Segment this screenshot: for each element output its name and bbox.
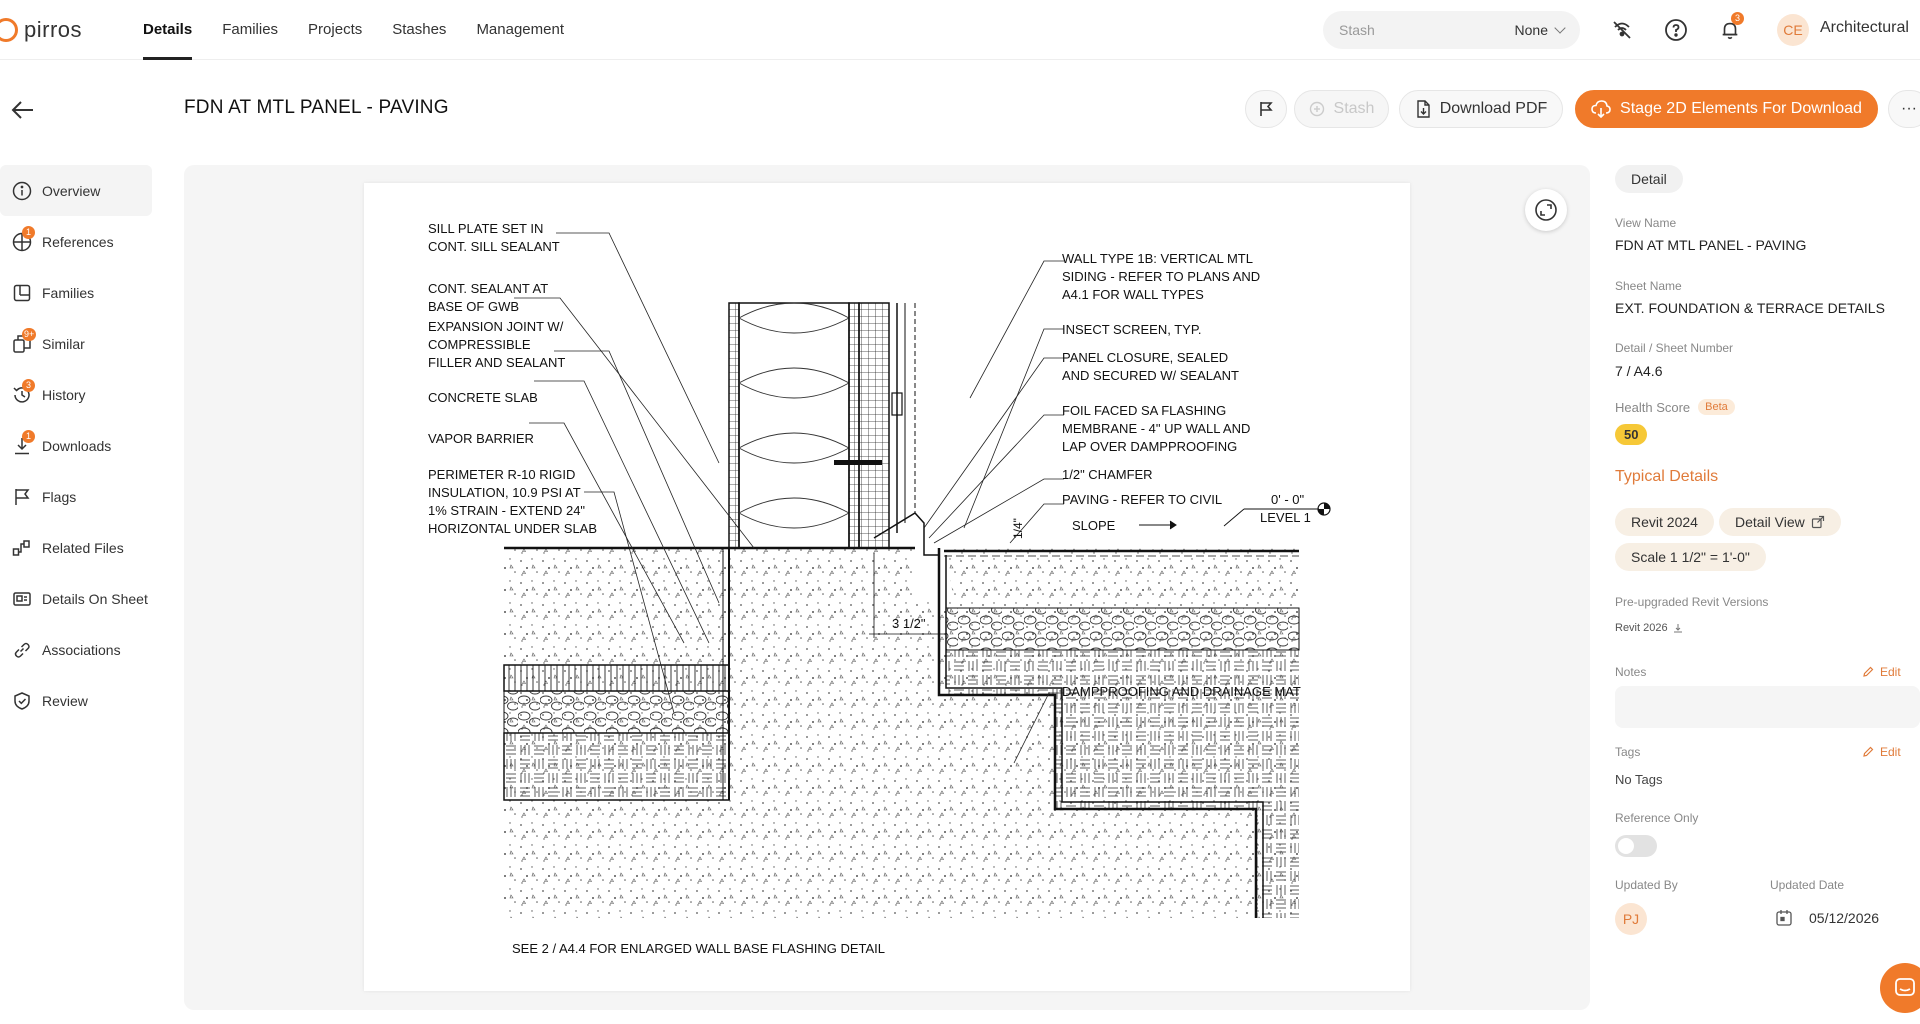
callout-flashing-3: LAP OVER DAMPPROOFING bbox=[1062, 439, 1238, 454]
stash-plus-icon bbox=[1309, 101, 1325, 117]
sidebar-item-downloads[interactable] bbox=[0, 420, 152, 471]
reference-only-label: Reference Only bbox=[1615, 811, 1699, 825]
detail-view-chip-label: Detail View bbox=[1735, 514, 1805, 530]
callout-wall-type-1: WALL TYPE 1B: VERTICAL MTL bbox=[1062, 251, 1253, 266]
top-navigation-bar bbox=[0, 0, 1920, 60]
health-score-label: Health Score bbox=[1615, 399, 1691, 415]
stash-select[interactable] bbox=[1323, 11, 1580, 49]
callout-chamfer: 1/2" CHAMFER bbox=[1062, 467, 1153, 482]
info-icon bbox=[12, 181, 32, 201]
pre-upgraded-revit-2026[interactable] bbox=[1615, 622, 1683, 634]
pre-upgraded-value: Revit 2026 bbox=[1615, 622, 1668, 634]
flag-icon bbox=[12, 487, 32, 507]
callout-paving: PAVING - REFER TO CIVIL bbox=[1062, 492, 1223, 507]
callout-flashing-1: FOIL FACED SA FLASHING bbox=[1062, 403, 1227, 418]
level-elevation: 0' - 0" bbox=[1271, 492, 1305, 507]
tags-value: No Tags bbox=[1615, 772, 1663, 787]
similar-badge: 9+ bbox=[24, 328, 35, 339]
sidebar-item-references[interactable] bbox=[0, 216, 152, 267]
pencil-icon bbox=[1862, 666, 1874, 678]
sheet-name-label: Sheet Name bbox=[1615, 279, 1682, 293]
sidebar-item-review[interactable] bbox=[0, 675, 152, 726]
sidebar-item-flags[interactable] bbox=[0, 471, 152, 522]
updated-by-label: Updated By bbox=[1615, 878, 1678, 892]
sidebar-item-label: References bbox=[42, 233, 114, 250]
main-nav bbox=[128, 0, 579, 60]
stage-2d-elements-label: Stage 2D Elements For Download bbox=[1620, 100, 1862, 117]
detail-view-chip[interactable] bbox=[1719, 508, 1841, 536]
sidebar-item-label: Details On Sheet bbox=[42, 590, 148, 607]
callout-vapor-barrier: VAPOR BARRIER bbox=[428, 431, 534, 446]
slope-label: SLOPE bbox=[1072, 518, 1116, 533]
detail-sidebar bbox=[0, 165, 152, 726]
references-badge: 1 bbox=[22, 226, 35, 239]
sidebar-item-label: Families bbox=[42, 284, 95, 301]
notes-edit-button[interactable] bbox=[1862, 665, 1901, 679]
stash-select-placeholder: Stash bbox=[1339, 22, 1375, 38]
tags-edit-label: Edit bbox=[1880, 745, 1901, 759]
detail-drawing[interactable] bbox=[364, 183, 1410, 991]
callout-sill-plate-1: SILL PLATE SET IN bbox=[428, 221, 544, 236]
callout-flashing-2: MEMBRANE - 4" UP WALL AND bbox=[1062, 421, 1251, 436]
back-arrow-icon[interactable] bbox=[10, 97, 36, 123]
pre-upgraded-label: Pre-upgraded Revit Versions bbox=[1615, 595, 1769, 609]
view-name-label: View Name bbox=[1615, 216, 1677, 230]
notes-label: Notes bbox=[1615, 665, 1647, 679]
callout-panel-closure-1: PANEL CLOSURE, SEALED bbox=[1062, 350, 1229, 365]
callout-perimeter-2: INSULATION, 10.9 PSI AT bbox=[428, 485, 581, 500]
user-role[interactable]: Architectural bbox=[1820, 19, 1909, 36]
chat-support-button[interactable] bbox=[1880, 963, 1920, 1013]
sidebar-item-label: Related Files bbox=[42, 539, 124, 556]
nav-families[interactable]: Families bbox=[222, 21, 279, 38]
sidebar-item-history[interactable] bbox=[0, 369, 152, 420]
more-options-button[interactable] bbox=[1888, 90, 1920, 128]
sidebar-item-similar[interactable] bbox=[0, 318, 152, 369]
sidebar-item-label: Downloads bbox=[42, 437, 112, 454]
notes-edit-label: Edit bbox=[1880, 665, 1901, 679]
tags-edit-button[interactable] bbox=[1862, 745, 1901, 759]
beta-badge: Beta bbox=[1698, 399, 1735, 415]
connection-off-icon[interactable] bbox=[1610, 18, 1634, 42]
sidebar-item-associations[interactable] bbox=[0, 624, 152, 675]
nav-projects[interactable]: Projects bbox=[308, 21, 363, 38]
callout-wall-type-3: A4.1 FOR WALL TYPES bbox=[1062, 287, 1204, 302]
callout-sealant-1: CONT. SEALANT AT bbox=[428, 281, 549, 296]
sidebar-item-label: History bbox=[42, 386, 86, 403]
user-avatar[interactable]: CE bbox=[1777, 14, 1809, 46]
callout-expansion-2: COMPRESSIBLE bbox=[428, 337, 531, 352]
sheet-number-value: 7 / A4.6 bbox=[1615, 363, 1663, 379]
history-icon bbox=[12, 379, 32, 405]
expand-icon bbox=[1534, 198, 1558, 222]
sidebar-item-label: Associations bbox=[42, 641, 121, 658]
quarter-inch-label: 1/4" bbox=[1011, 518, 1025, 539]
stash-button-label: Stash bbox=[1333, 100, 1375, 117]
scale-chip[interactable]: Scale 1 1/2" = 1'-0" bbox=[1615, 543, 1766, 571]
sheet-number-label: Detail / Sheet Number bbox=[1615, 341, 1734, 355]
download-small-icon bbox=[1673, 623, 1683, 633]
health-score-value: 50 bbox=[1615, 424, 1647, 445]
downloads-badge: 1 bbox=[22, 430, 35, 443]
health-score-row bbox=[1615, 399, 1735, 415]
sidebar-item-related-files[interactable] bbox=[0, 522, 152, 573]
help-icon[interactable] bbox=[1664, 18, 1688, 42]
sidebar-item-overview[interactable] bbox=[0, 165, 152, 216]
flag-icon bbox=[1257, 100, 1275, 118]
stage-2d-elements-button[interactable] bbox=[1575, 90, 1878, 128]
callout-dampproofing: DAMPPROOFING AND DRAINAGE MAT bbox=[1062, 684, 1301, 699]
updated-by-avatar[interactable]: PJ bbox=[1615, 903, 1647, 935]
sidebar-item-label: Review bbox=[42, 692, 88, 709]
page-title: FDN AT MTL PANEL - PAVING bbox=[184, 97, 449, 118]
external-link-icon bbox=[1811, 515, 1825, 529]
callout-panel-closure-2: AND SECURED W/ SEALANT bbox=[1062, 368, 1239, 383]
logo-mark-icon bbox=[0, 18, 18, 42]
download-pdf-label: Download PDF bbox=[1439, 100, 1548, 117]
history-badge: 3 bbox=[22, 379, 35, 392]
pirros-logo[interactable] bbox=[0, 15, 82, 45]
cloud-download-icon bbox=[1591, 100, 1611, 118]
stash-select-value: None bbox=[1514, 22, 1548, 38]
sidebar-item-families[interactable] bbox=[0, 267, 152, 318]
more-options-label: ··· bbox=[1901, 100, 1917, 117]
revit-version-chip[interactable]: Revit 2024 bbox=[1615, 508, 1714, 536]
nav-management[interactable]: Management bbox=[476, 21, 564, 38]
sidebar-item-details-on-sheet[interactable] bbox=[0, 573, 152, 624]
updated-date-label: Updated Date bbox=[1770, 878, 1845, 892]
calendar-icon bbox=[1775, 909, 1793, 927]
callout-perimeter-3: 1% STRAIN - EXTEND 24" bbox=[428, 503, 586, 518]
dimension-label: 3 1/2" bbox=[892, 616, 926, 631]
flag-button[interactable] bbox=[1245, 90, 1287, 128]
sidebar-item-label: Similar bbox=[42, 335, 85, 352]
notes-field[interactable] bbox=[1615, 686, 1920, 728]
download-pdf-button[interactable] bbox=[1399, 90, 1563, 128]
tab-detail[interactable]: Detail bbox=[1615, 165, 1683, 193]
related-files-icon bbox=[12, 538, 32, 558]
detail-info-panel bbox=[1615, 165, 1920, 927]
updated-date bbox=[1775, 909, 1879, 927]
sidebar-item-label: Flags bbox=[42, 488, 77, 505]
pdf-file-icon bbox=[1415, 100, 1431, 118]
callout-perimeter-1: PERIMETER R-10 RIGID bbox=[428, 467, 576, 482]
updated-date-value: 05/12/2026 bbox=[1809, 910, 1880, 926]
callout-concrete-slab: CONCRETE SLAB bbox=[428, 390, 538, 405]
link-icon bbox=[12, 640, 32, 660]
download-icon bbox=[12, 430, 32, 456]
notification-count-badge: 3 bbox=[1731, 12, 1744, 25]
nav-stashes[interactable]: Stashes bbox=[392, 21, 447, 38]
callout-expansion-3: FILLER AND SEALANT bbox=[428, 355, 566, 370]
notification-bell-icon[interactable] bbox=[1718, 13, 1742, 42]
sheet-icon bbox=[12, 589, 32, 609]
callout-wall-type-2: SIDING - REFER TO PLANS AND bbox=[1062, 269, 1261, 284]
shield-check-icon bbox=[12, 691, 32, 711]
pencil-icon bbox=[1862, 746, 1874, 758]
logo-text: pirros bbox=[24, 17, 83, 42]
callout-expansion-1: EXPANSION JOINT W/ bbox=[428, 319, 564, 334]
view-name-value: FDN AT MTL PANEL - PAVING bbox=[1615, 237, 1807, 253]
references-icon bbox=[12, 226, 32, 252]
callout-insect-screen: INSECT SCREEN, TYP. bbox=[1062, 322, 1202, 337]
chevron-down-icon bbox=[1554, 22, 1565, 33]
stash-button[interactable] bbox=[1294, 90, 1389, 128]
sheet-name-value: EXT. FOUNDATION & TERRACE DETAILS bbox=[1615, 300, 1885, 316]
nav-details[interactable]: Details bbox=[128, 0, 207, 60]
callout-sill-plate-2: CONT. SILL SEALANT bbox=[428, 239, 560, 254]
families-icon bbox=[12, 283, 32, 303]
sidebar-item-label: Overview bbox=[42, 182, 101, 199]
callout-perimeter-4: HORIZONTAL UNDER SLAB bbox=[428, 521, 598, 536]
footer-note: SEE 2 / A4.4 FOR ENLARGED WALL BASE FLASHING DETAIL bbox=[512, 941, 886, 956]
callout-sealant-2: BASE OF GWB bbox=[428, 299, 520, 314]
level-name: LEVEL 1 bbox=[1260, 510, 1311, 525]
similar-icon bbox=[12, 328, 35, 354]
reference-only-toggle[interactable] bbox=[1615, 835, 1657, 857]
chat-icon bbox=[1894, 977, 1916, 999]
typical-details-title: Typical Details bbox=[1615, 468, 1719, 485]
tags-label: Tags bbox=[1615, 745, 1641, 759]
expand-view-button[interactable] bbox=[1525, 189, 1567, 231]
